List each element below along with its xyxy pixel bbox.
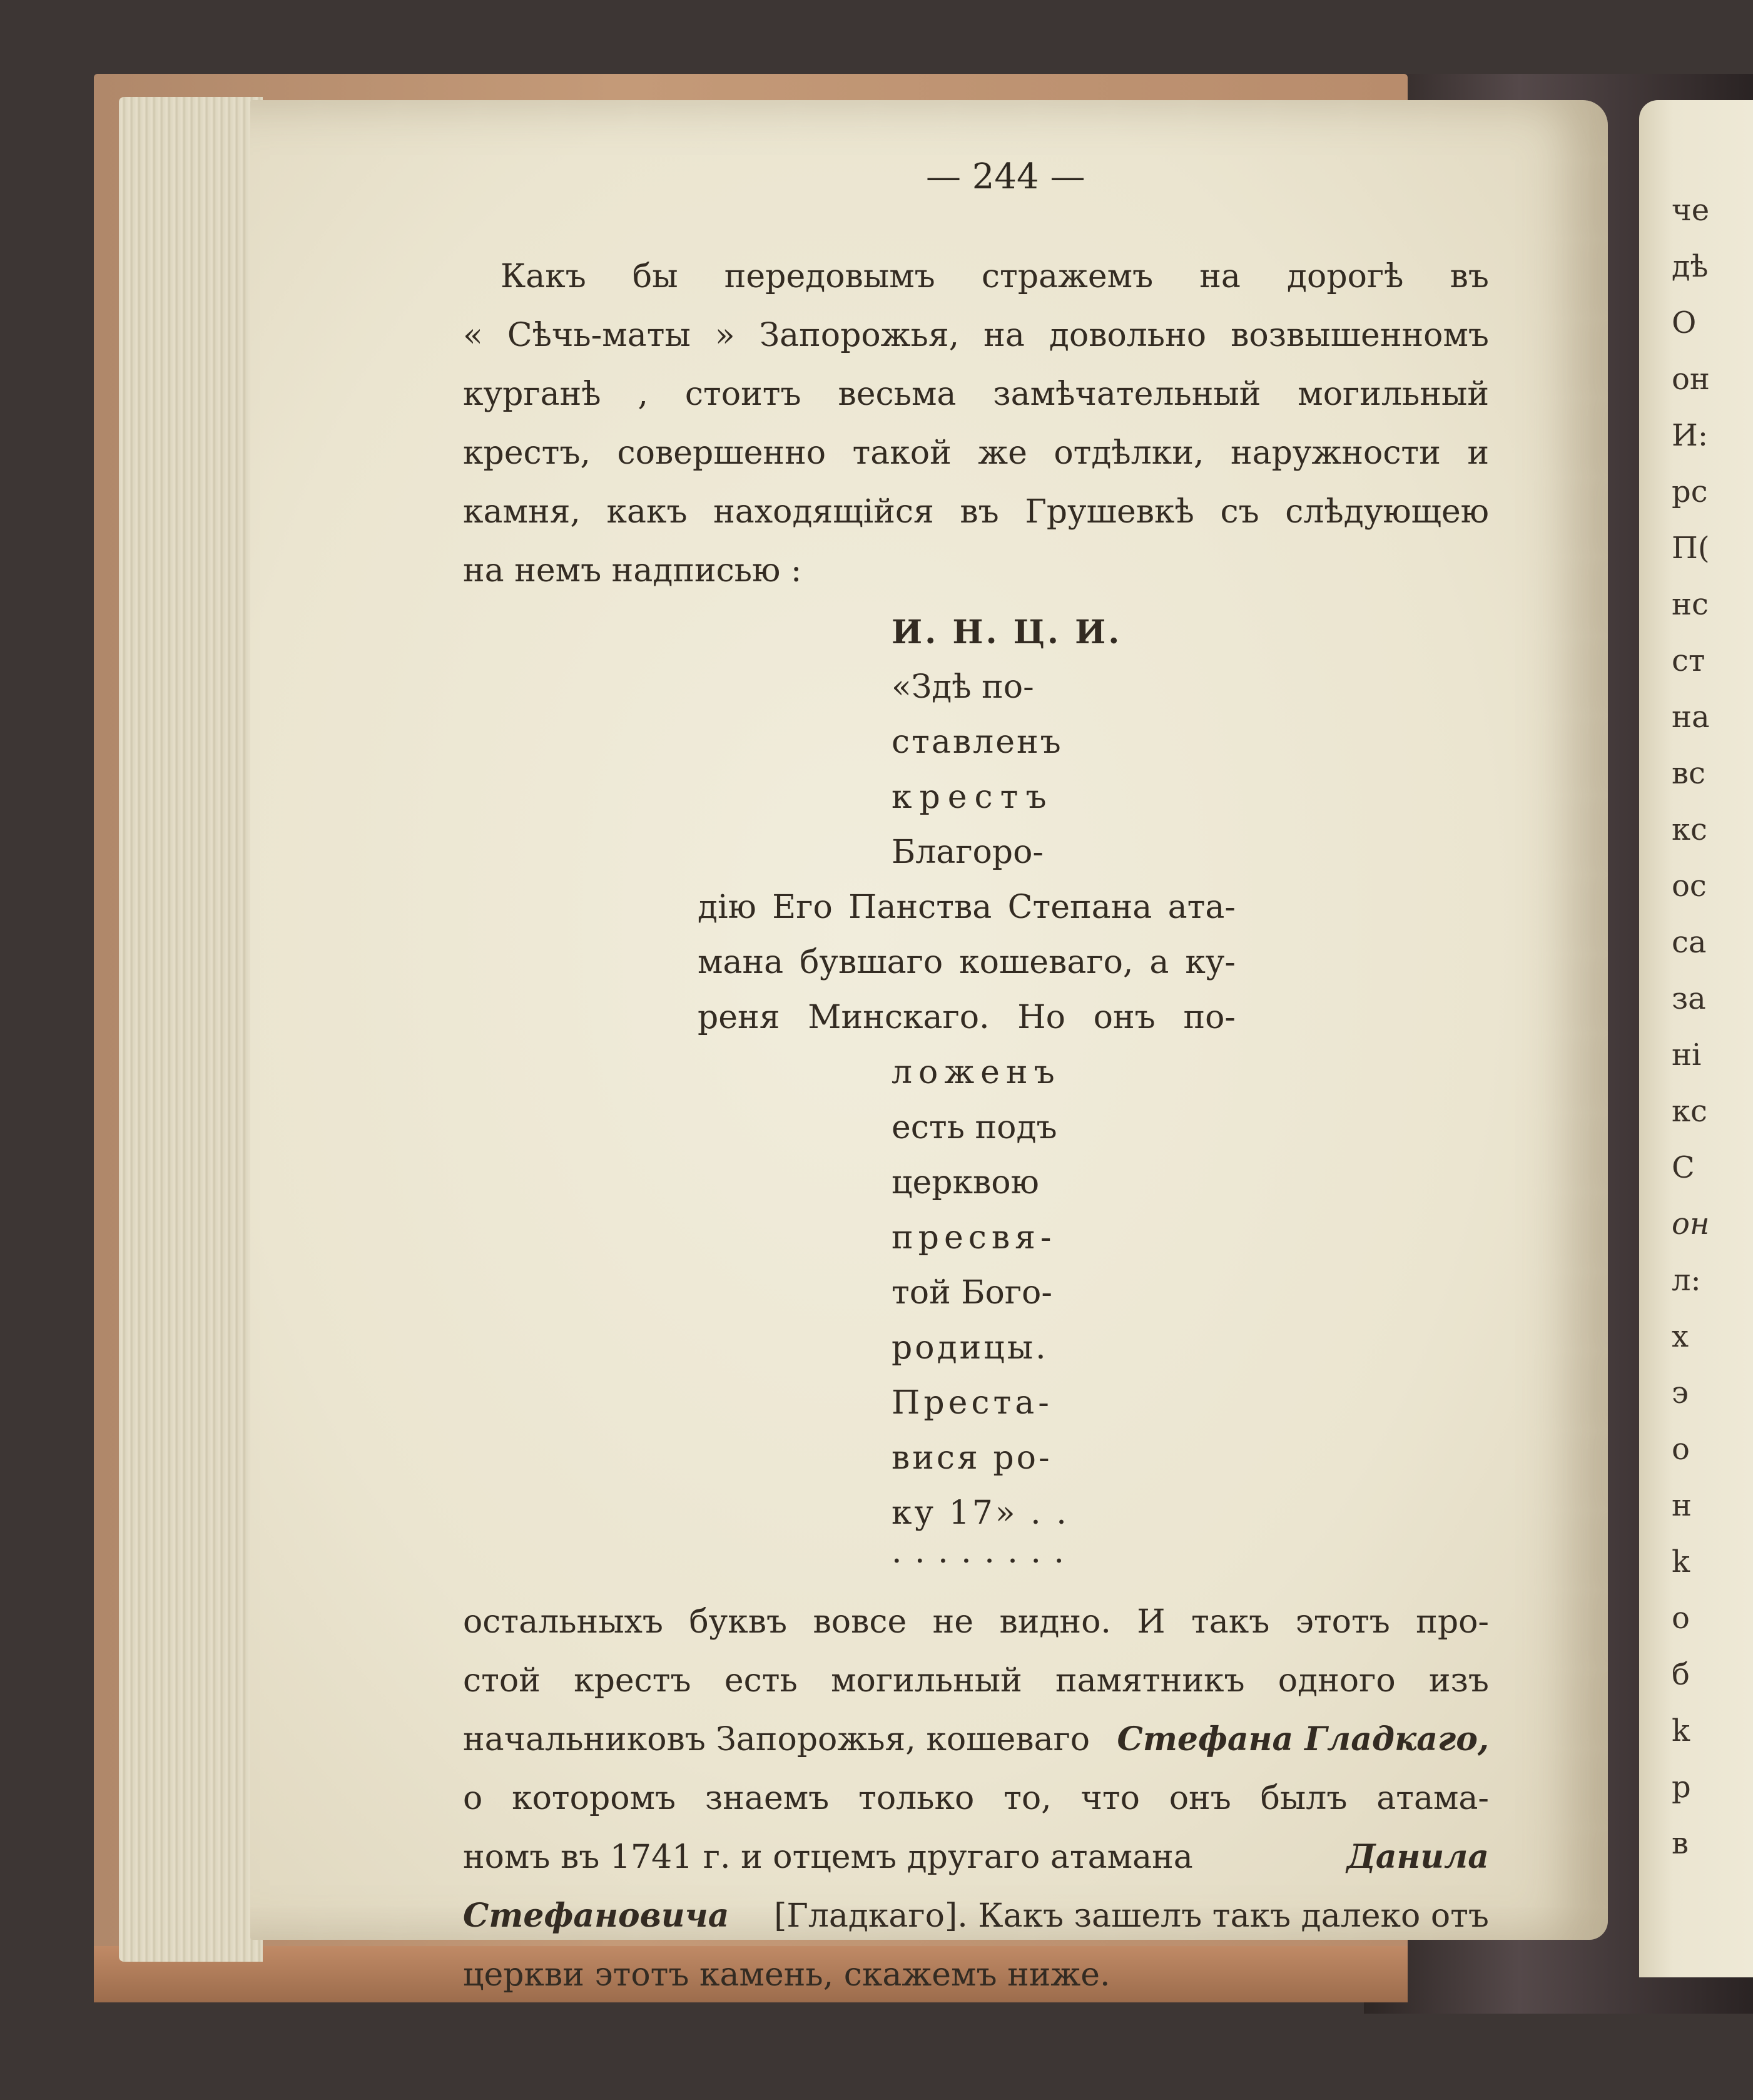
fragment: ст (1672, 643, 1705, 678)
inscription-line: мана бувшаго кошеваго, а ку- (698, 944, 1236, 981)
fragment: за (1672, 981, 1706, 1016)
text-line (463, 1887, 1489, 1945)
text-line: Какъ бы передовымъ стражемъ на дорогѣ въ (500, 258, 1489, 295)
inscription-line: . . . . . . . . (892, 1533, 1065, 1571)
fragment: И: (1672, 418, 1709, 453)
fragment: б (1672, 1657, 1690, 1692)
fragment: в (1672, 1826, 1689, 1861)
text-line: стой крестъ есть могильный памятникъ одного изъ (463, 1662, 1489, 1700)
text-line: курганѣ , стоитъ весьма замѣчательный могильный (463, 375, 1489, 413)
fragment: х (1672, 1319, 1689, 1354)
fragment: он (1672, 362, 1710, 397)
fragment: k (1672, 1713, 1690, 1748)
inscription-line: церквою (892, 1164, 1039, 1201)
inscription-line: той Бого- (892, 1274, 1052, 1312)
fragment: П( (1672, 531, 1710, 566)
text-line: церкви этотъ камень, скажемъ ниже. (463, 1956, 1110, 1994)
inscription-line: ку 17» . . (892, 1494, 1069, 1532)
inscription-line: ставленъ (892, 723, 1063, 761)
fragment: С (1672, 1150, 1695, 1185)
fragment: k (1672, 1544, 1690, 1579)
fragment: рс (1672, 474, 1708, 509)
fragment: вс (1672, 756, 1705, 791)
inscription-line: реня Минскаго. Но онъ по- (698, 999, 1236, 1036)
inscription-line: крестъ (892, 778, 1054, 816)
fragment: н (1672, 1488, 1692, 1523)
text-segment: начальниковъ Запорожья, кошеваго (463, 1721, 1090, 1758)
inscription-line: И. Н. Ц. И. (892, 613, 1122, 651)
name-stefanovicha: Стефановича (463, 1897, 729, 1935)
fragment: он (1672, 1206, 1710, 1241)
text-segment: номъ въ 1741 г. и отцемъ другаго атамана (463, 1838, 1193, 1876)
fragment: на (1672, 700, 1710, 735)
name-danila: Данила (1346, 1838, 1489, 1876)
fragment: О (1672, 305, 1697, 340)
fragment: кс (1672, 1094, 1707, 1129)
fragment: са (1672, 925, 1707, 960)
inscription-line: Преста- (892, 1384, 1053, 1422)
text-line: « Сѣчь-маты » Запорожья, на довольно возвышенномъ (463, 317, 1489, 354)
fragment: р (1672, 1770, 1691, 1805)
fragment: дѣ (1672, 249, 1709, 284)
inscription-line: вися ро- (892, 1439, 1052, 1477)
text-segment: [Гладкаго]. Какъ зашелъ такъ далеко отъ (774, 1897, 1489, 1935)
text-line: о которомъ знаемъ только то, что онъ былъ атама- (463, 1780, 1489, 1817)
page-number: — 244 — (926, 156, 1085, 197)
name-stefan-gladky: Стефана Гладкаго, (1117, 1720, 1489, 1758)
inscription-line: есть подъ (892, 1109, 1057, 1146)
inscription-line: пресвя- (892, 1219, 1057, 1256)
fragment: че (1672, 193, 1710, 228)
inscription-line: родицы. (892, 1329, 1049, 1367)
fragment: ні (1672, 1037, 1702, 1073)
inscription-line: «Здѣ по- (892, 668, 1034, 706)
text-line: крестъ, совершенно такой же отдѣлки, наружности и (463, 434, 1489, 472)
fragment: л: (1672, 1263, 1701, 1298)
inscription-line: Благоро- (892, 833, 1044, 871)
inscription-line: ложенъ (892, 1054, 1061, 1091)
fragment: кс (1672, 812, 1707, 847)
text-line: на немъ надписью : (463, 552, 802, 589)
fragment: ос (1672, 869, 1707, 904)
text-line (463, 1828, 1489, 1887)
fragment: нс (1672, 587, 1709, 622)
text-line (463, 1710, 1489, 1769)
text-line: камня, какъ находящійся въ Грушевкѣ съ слѣдующею (463, 493, 1489, 531)
page-stack-edge (119, 97, 263, 1962)
fragment: э (1672, 1375, 1689, 1410)
text-line: остальныхъ буквъ вовсе не видно. И такъ этотъ про- (463, 1603, 1489, 1641)
fragment: о (1672, 1432, 1690, 1467)
inscription-line: дію Его Панства Степана ата- (698, 889, 1236, 926)
fragment: о (1672, 1601, 1690, 1636)
